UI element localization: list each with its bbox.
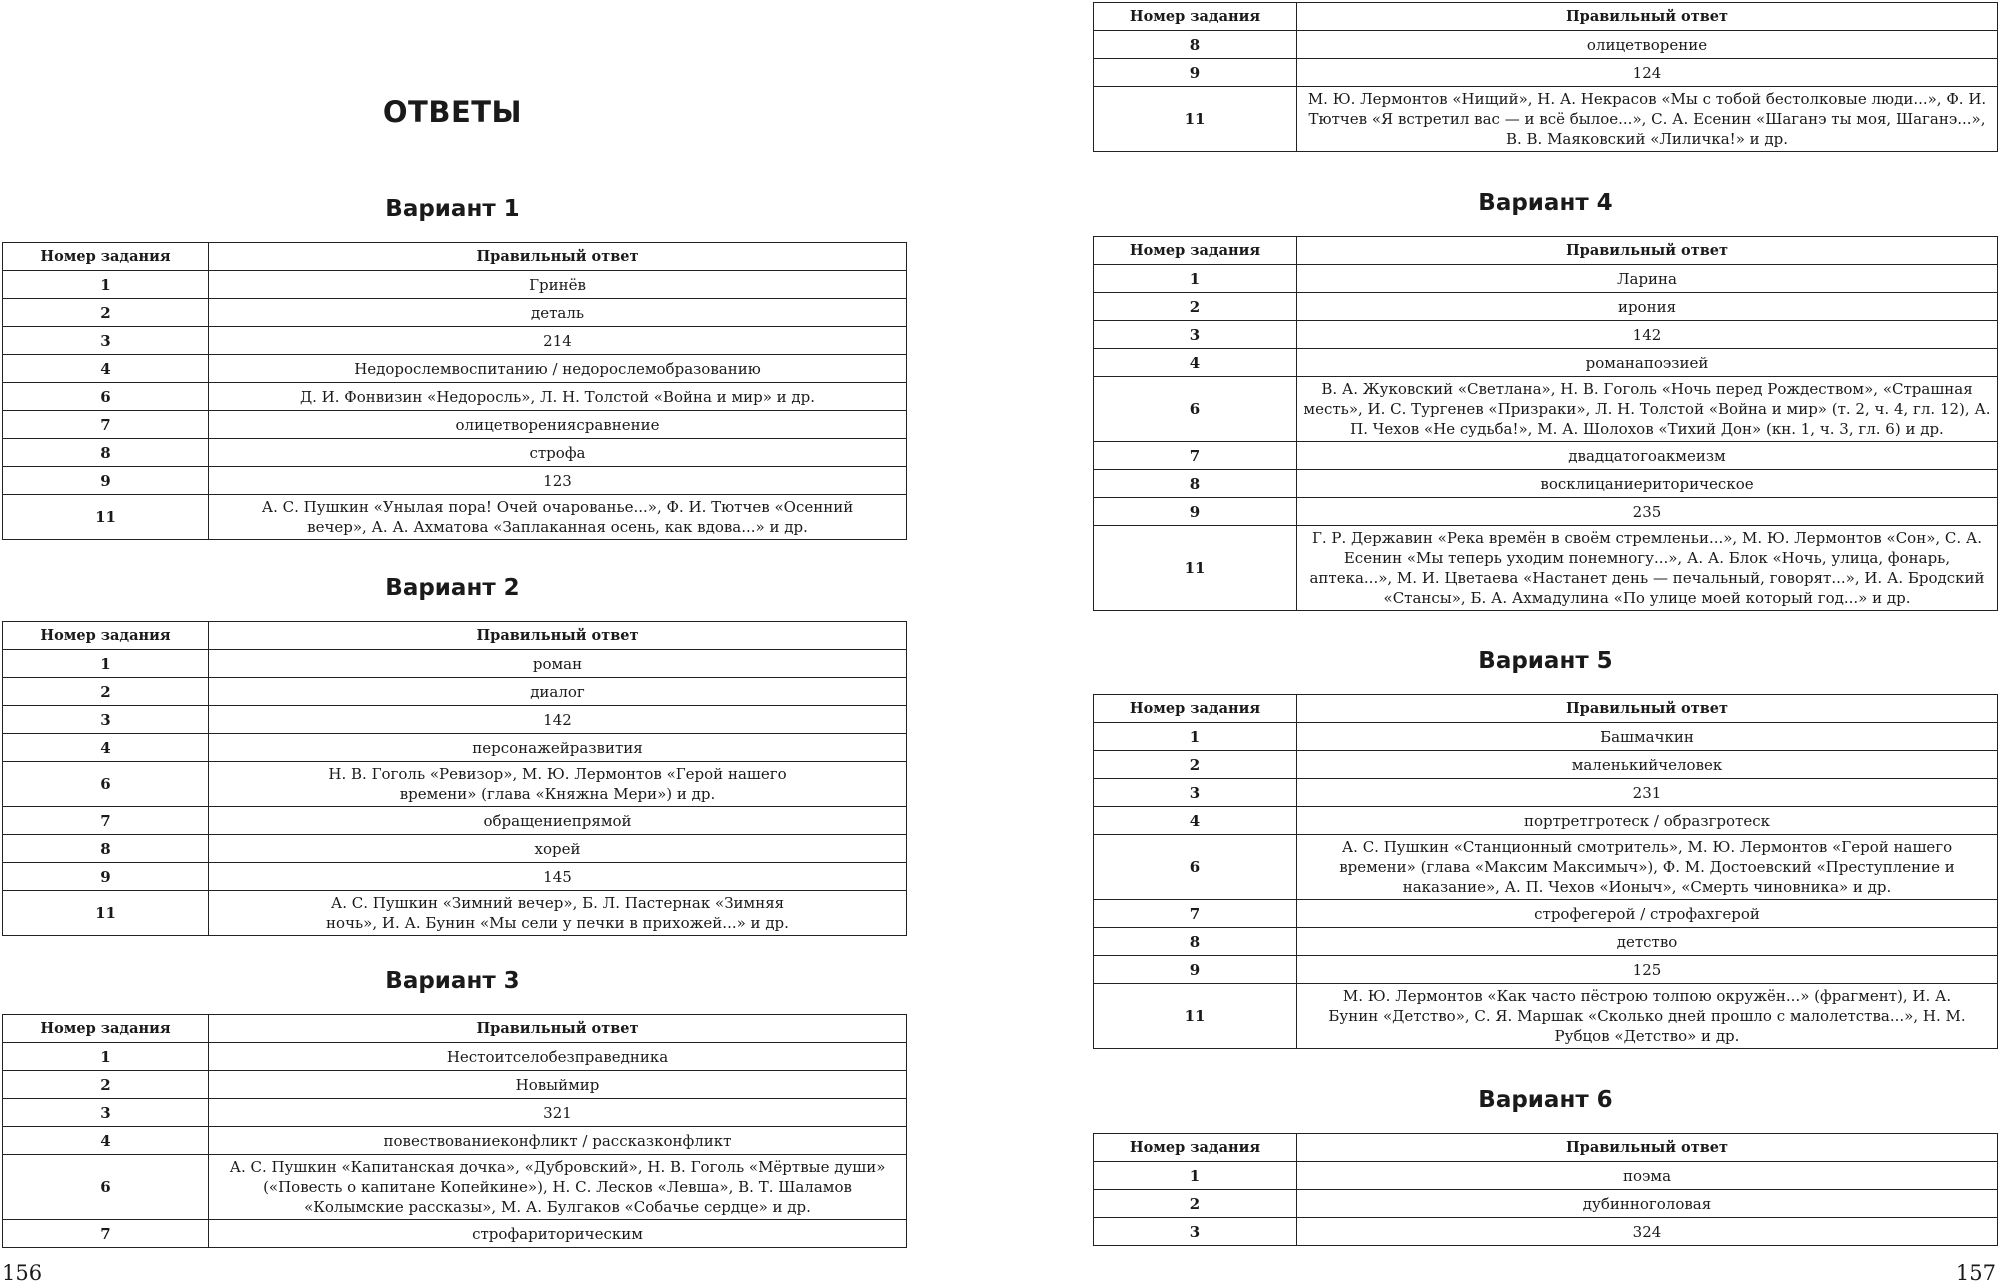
task-number: 8: [1094, 928, 1297, 956]
table-row: [1094, 928, 1998, 956]
task-number: 2: [3, 1071, 209, 1099]
task-number-header: Номер задания: [1094, 1134, 1297, 1162]
table-row: [3, 678, 907, 706]
answer-header: Правильный ответ: [209, 622, 907, 650]
answer-cell: В. А. Жуковский «Светлана», Н. В. Гоголь «Ночь перед Рождеством», «Страшная месть», И. С. Тургенев «Призраки», Л. Н. Толстой «Война и мир» (т. 2, ч. 4, гл. 12), А. П. Чехов «Не судьба!», М. А. Шолохов «Тихий Дон» (кн. 1, ч. 3, гл. 6) и др.: [1297, 377, 1998, 442]
variant-2-table: [2, 621, 907, 936]
task-number: 3: [3, 327, 209, 355]
table-header-row: [3, 243, 907, 271]
answer-cell: Г. Р. Державин «Река времён в своём стремленьи...», М. Ю. Лермонтов «Сон», С. А. Есенин «Мы теперь уходим понемногу...», А. А. Блок «Ночь, улица, фонарь, аптека...», М. И. Цветаева «Настанет день — печальный, говорят...», И. А. Бродский «Стансы», Б. А. Ахмадулина «По улице моей который год...» и др.: [1297, 526, 1998, 611]
variant-3-continued-table: [1093, 2, 1998, 152]
table-row: [1094, 321, 1998, 349]
table-row: [1094, 956, 1998, 984]
task-number: 2: [1094, 293, 1297, 321]
answer-cell: Башмачкин: [1297, 723, 1998, 751]
task-number: 11: [1094, 87, 1297, 152]
task-number-header: Номер задания: [3, 243, 209, 271]
task-number: 9: [1094, 59, 1297, 87]
answer-cell: детство: [1297, 928, 1998, 956]
table-row: [3, 383, 907, 411]
answer-cell: 145: [209, 863, 907, 891]
table-row: [1094, 349, 1998, 377]
table-row: [1094, 900, 1998, 928]
task-number: 2: [3, 299, 209, 327]
variant-1-table: [2, 242, 907, 540]
answer-cell: А. С. Пушкин «Капитанская дочка», «Дубровский», Н. В. Гоголь «Мёртвые души» («Повесть о капитане Копейкине»), Н. С. Лесков «Левша», В. Т. Шаламов «Колымские рассказы», М. А. Булгаков «Собачье сердце» и др.: [209, 1155, 907, 1220]
table-row: [3, 1099, 907, 1127]
task-number: 4: [3, 355, 209, 383]
answer-cell: М. Ю. Лермонтов «Как часто пёстрою толпою окружён...» (фрагмент), И. А. Бунин «Детство», С. Я. Маршак «Сколько дней прошло с малолетства...», Н. М. Рубцов «Детство» и др.: [1297, 984, 1998, 1049]
answer-cell: романапоэзией: [1297, 349, 1998, 377]
answer-cell: А. С. Пушкин «Унылая пора! Очей очарованье...», Ф. И. Тютчев «Осенний вечер», А. А. Ахматова «Заплаканная осень, как вдова...» и др.: [209, 495, 907, 540]
task-number: 4: [1094, 349, 1297, 377]
task-number: 6: [3, 1155, 209, 1220]
page-number-right: 157: [1955, 1261, 1996, 1285]
table-row: [3, 1127, 907, 1155]
answer-cell: олицетворение: [1297, 31, 1998, 59]
page-right: [1000, 0, 2000, 1287]
task-number: 1: [3, 650, 209, 678]
variant-6-title: Вариант 6: [1478, 1087, 1613, 1113]
table-row: [1094, 1190, 1998, 1218]
answer-header: Правильный ответ: [209, 1015, 907, 1043]
answer-cell: обращениепрямой: [209, 807, 907, 835]
task-number: 9: [3, 863, 209, 891]
table-row: [1094, 59, 1998, 87]
answer-cell: строфегерой / строфахгерой: [1297, 900, 1998, 928]
answer-cell: Н. В. Гоголь «Ревизор», М. Ю. Лермонтов «Герой нашего времени» (глава «Княжна Мери») и др.: [209, 762, 907, 807]
table-row: [3, 439, 907, 467]
table-row: [3, 807, 907, 835]
answer-cell: строфа: [209, 439, 907, 467]
task-number: 11: [3, 891, 209, 936]
table-header-row: [1094, 1134, 1998, 1162]
answer-header: Правильный ответ: [1297, 3, 1998, 31]
task-number: 6: [3, 383, 209, 411]
task-number: 1: [1094, 723, 1297, 751]
table-row: [1094, 442, 1998, 470]
answer-cell: персонажейразвития: [209, 734, 907, 762]
table-row: [1094, 1162, 1998, 1190]
task-number-header: Номер задания: [3, 622, 209, 650]
task-number: 4: [3, 1127, 209, 1155]
table-row: [3, 495, 907, 540]
task-number-header: Номер задания: [3, 1015, 209, 1043]
answer-cell: олицетворениясравнение: [209, 411, 907, 439]
task-number: 9: [3, 467, 209, 495]
table-header-row: [1094, 237, 1998, 265]
task-number: 1: [1094, 265, 1297, 293]
answer-cell: повествованиеконфликт / рассказконфликт: [209, 1127, 907, 1155]
answer-cell: маленькийчеловек: [1297, 751, 1998, 779]
variant-2-title: Вариант 2: [385, 575, 520, 601]
answer-cell: 321: [209, 1099, 907, 1127]
task-number: 11: [1094, 526, 1297, 611]
task-number: 3: [3, 1099, 209, 1127]
answer-cell: восклицаниериторическое: [1297, 470, 1998, 498]
task-number: 6: [1094, 835, 1297, 900]
answer-cell: 214: [209, 327, 907, 355]
task-number: 1: [3, 271, 209, 299]
answer-cell: роман: [209, 650, 907, 678]
page-number-left: 156: [2, 1261, 43, 1285]
table-row: [1094, 470, 1998, 498]
table-row: [3, 467, 907, 495]
task-number: 6: [3, 762, 209, 807]
task-number: 4: [3, 734, 209, 762]
task-number: 8: [3, 439, 209, 467]
table-row: [1094, 779, 1998, 807]
answer-cell: А. С. Пушкин «Станционный смотритель», М. Ю. Лермонтов «Герой нашего времени» (глава «Максим Максимыч»), Ф. М. Достоевский «Преступление и наказание», А. П. Чехов «Ионыч», «Смерть чиновника» и др.: [1297, 835, 1998, 900]
table-row: [3, 734, 907, 762]
answer-cell: 125: [1297, 956, 1998, 984]
task-number: 2: [3, 678, 209, 706]
variant-3-table: [2, 1014, 907, 1248]
table-header-row: [3, 622, 907, 650]
table-row: [3, 299, 907, 327]
table-row: [1094, 807, 1998, 835]
answer-cell: 324: [1297, 1218, 1998, 1246]
answer-cell: 124: [1297, 59, 1998, 87]
answer-cell: дубинноголовая: [1297, 1190, 1998, 1218]
task-number: 1: [3, 1043, 209, 1071]
answer-cell: портретгротеск / образгротеск: [1297, 807, 1998, 835]
task-number: 3: [3, 706, 209, 734]
table-row: [1094, 87, 1998, 152]
table-row: [1094, 31, 1998, 59]
answer-header: Правильный ответ: [1297, 1134, 1998, 1162]
task-number: 7: [1094, 900, 1297, 928]
variant-4-title: Вариант 4: [1478, 190, 1613, 216]
answer-cell: 142: [209, 706, 907, 734]
variant-6-table: [1093, 1133, 1998, 1246]
task-number: 6: [1094, 377, 1297, 442]
table-row: [1094, 526, 1998, 611]
answer-cell: 123: [209, 467, 907, 495]
answer-cell: двадцатогоакмеизм: [1297, 442, 1998, 470]
table-row: [3, 411, 907, 439]
table-row: [3, 1220, 907, 1248]
task-number: 7: [3, 411, 209, 439]
task-number: 9: [1094, 498, 1297, 526]
answer-cell: диалог: [209, 678, 907, 706]
task-number: 3: [1094, 1218, 1297, 1246]
table-header-row: [3, 1015, 907, 1043]
table-row: [3, 762, 907, 807]
table-row: [1094, 265, 1998, 293]
task-number: 4: [1094, 807, 1297, 835]
answer-cell: хорей: [209, 835, 907, 863]
variant-5-title: Вариант 5: [1478, 648, 1613, 674]
page-title: ОТВЕТЫ: [382, 95, 523, 129]
task-number: 9: [1094, 956, 1297, 984]
task-number: 3: [1094, 779, 1297, 807]
table-header-row: [1094, 3, 1998, 31]
answer-cell: Ларина: [1297, 265, 1998, 293]
answer-cell: поэма: [1297, 1162, 1998, 1190]
answer-cell: Д. И. Фонвизин «Недоросль», Л. Н. Толстой «Война и мир» и др.: [209, 383, 907, 411]
answer-header: Правильный ответ: [209, 243, 907, 271]
table-row: [3, 835, 907, 863]
table-row: [1094, 498, 1998, 526]
variant-3-title: Вариант 3: [385, 968, 520, 994]
task-number: 7: [3, 807, 209, 835]
table-row: [3, 1043, 907, 1071]
variant-4-table: [1093, 236, 1998, 611]
table-row: [1094, 723, 1998, 751]
table-row: [1094, 377, 1998, 442]
answer-cell: ирония: [1297, 293, 1998, 321]
task-number-header: Номер задания: [1094, 695, 1297, 723]
task-number: 3: [1094, 321, 1297, 349]
answer-cell: Новыймир: [209, 1071, 907, 1099]
answer-cell: Недорослемвоспитанию / недорослемобразованию: [209, 355, 907, 383]
table-row: [3, 891, 907, 936]
task-number: 1: [1094, 1162, 1297, 1190]
table-row: [3, 271, 907, 299]
variant-1-title: Вариант 1: [385, 196, 520, 222]
table-row: [3, 706, 907, 734]
task-number: 2: [1094, 751, 1297, 779]
table-row: [1094, 984, 1998, 1049]
task-number: 7: [3, 1220, 209, 1248]
answer-cell: 142: [1297, 321, 1998, 349]
answer-cell: 235: [1297, 498, 1998, 526]
table-row: [3, 1071, 907, 1099]
answer-cell: Нестоитселобезправедника: [209, 1043, 907, 1071]
task-number: 8: [3, 835, 209, 863]
answer-cell: А. С. Пушкин «Зимний вечер», Б. Л. Пастернак «Зимняя ночь», И. А. Бунин «Мы сели у печки в прихожей...» и др.: [209, 891, 907, 936]
table-row: [1094, 293, 1998, 321]
task-number: 2: [1094, 1190, 1297, 1218]
task-number: 11: [3, 495, 209, 540]
task-number: 8: [1094, 31, 1297, 59]
table-row: [3, 650, 907, 678]
answer-cell: деталь: [209, 299, 907, 327]
table-row: [3, 327, 907, 355]
table-row: [1094, 835, 1998, 900]
table-header-row: [1094, 695, 1998, 723]
task-number: 8: [1094, 470, 1297, 498]
answer-header: Правильный ответ: [1297, 237, 1998, 265]
answer-cell: Гринёв: [209, 271, 907, 299]
table-row: [3, 355, 907, 383]
table-row: [1094, 1218, 1998, 1246]
answer-header: Правильный ответ: [1297, 695, 1998, 723]
table-row: [3, 863, 907, 891]
table-row: [1094, 751, 1998, 779]
task-number: 7: [1094, 442, 1297, 470]
task-number-header: Номер задания: [1094, 237, 1297, 265]
variant-5-table: [1093, 694, 1998, 1049]
task-number: 11: [1094, 984, 1297, 1049]
answer-cell: М. Ю. Лермонтов «Нищий», Н. А. Некрасов «Мы с тобой бестолковые люди...», Ф. И. Тютчев «Я встретил вас — и всё былое...», С. А. Есенин «Шаганэ ты моя, Шаганэ...», В. В. Маяковский «Лиличка!» и др.: [1297, 87, 1998, 152]
table-row: [3, 1155, 907, 1220]
answer-cell: строфариторическим: [209, 1220, 907, 1248]
answer-cell: 231: [1297, 779, 1998, 807]
task-number-header: Номер задания: [1094, 3, 1297, 31]
